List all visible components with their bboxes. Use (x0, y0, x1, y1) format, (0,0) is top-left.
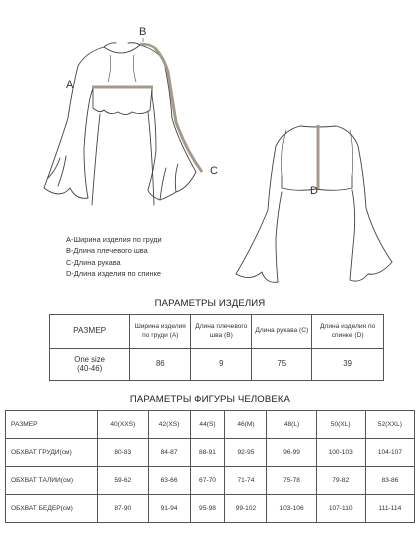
size-cell (50, 349, 130, 381)
sleeve-length-line (155, 48, 202, 172)
table-row (6, 411, 415, 439)
value-cell: 99-102 (225, 495, 267, 523)
value-cell: 107-110 (316, 495, 365, 523)
product-params-table (49, 314, 384, 381)
header-cell: Длина рукава (С) (252, 315, 312, 349)
product-params-title: ПАРАМЕТРЫ ИЗДЕЛИЯ (154, 298, 266, 309)
value-cell: 75 (252, 349, 312, 381)
table-row (50, 315, 384, 349)
table-row (50, 349, 384, 381)
header-cell: 46(M) (225, 411, 267, 439)
header-cell: РАЗМЕР (6, 411, 98, 439)
header-cell: 42(XS) (148, 411, 190, 439)
header-cell: Длина изделия по спинке (D) (312, 315, 384, 349)
size-line: One size (74, 355, 106, 365)
label-c: C (210, 165, 218, 177)
value-cell: 96-99 (267, 439, 316, 467)
value-cell: 59-62 (98, 467, 149, 495)
label-d: D (310, 185, 318, 197)
header-cell: Длина плечевого шва (В) (191, 315, 252, 349)
body-params-title: ПАРАМЕТРЫ ФИГУРЫ ЧЕЛОВЕКА (129, 394, 291, 405)
value-cell: 84-87 (148, 439, 190, 467)
legend-item: A-Ширина изделия по груди (66, 235, 162, 244)
value-cell: 86 (130, 349, 191, 381)
value-cell: 80-83 (98, 439, 149, 467)
value-cell: 88-91 (190, 439, 225, 467)
value-cell: 71-74 (225, 467, 267, 495)
header-cell: 52(XXL) (365, 411, 414, 439)
header-cell: РАЗМЕР (50, 315, 130, 349)
value-cell: 67-70 (190, 467, 225, 495)
value-cell: 9 (191, 349, 252, 381)
value-cell: 104-107 (365, 439, 414, 467)
value-cell: 111-114 (365, 495, 414, 523)
table-row (6, 439, 415, 467)
legend-item: C-Длина рукава (66, 257, 121, 267)
row-label: ОБХВАТ ТАЛИИ(см) (6, 467, 98, 495)
row-label: ОБХВАТ ГРУДИ(см) (6, 439, 98, 467)
value-cell: 79-82 (316, 467, 365, 495)
value-cell: 95-98 (190, 495, 225, 523)
size-line: (40-46) (77, 363, 103, 373)
value-cell: 91-94 (148, 495, 190, 523)
row-label: ОБХВАТ БЕДЕР(см) (6, 495, 98, 523)
value-cell: 100-103 (316, 439, 365, 467)
legend-item: B-Длина плечевого шва (66, 246, 148, 256)
header-cell: 48(L) (267, 411, 316, 439)
table-row (6, 495, 415, 523)
value-cell: 87-90 (98, 495, 149, 523)
legend-item: D-Длина изделия по спинке (66, 269, 162, 279)
value-cell: 39 (312, 349, 384, 381)
measurement-legend (66, 234, 162, 280)
header-cell: 50(XL) (316, 411, 365, 439)
value-cell: 83-86 (365, 467, 414, 495)
body-params-table (5, 410, 415, 523)
label-b: B (139, 26, 147, 38)
value-cell: 75-78 (267, 467, 316, 495)
header-cell: 44(S) (190, 411, 225, 439)
value-cell: 103-106 (267, 495, 316, 523)
value-cell: 92-95 (225, 439, 267, 467)
header-cell: Ширина изделия по груди (А) (130, 315, 191, 349)
back-garment-sketch (236, 126, 392, 282)
label-a: A (66, 79, 74, 91)
header-cell: 40(XXS) (98, 411, 149, 439)
table-row (6, 467, 415, 495)
value-cell: 63-66 (148, 467, 190, 495)
